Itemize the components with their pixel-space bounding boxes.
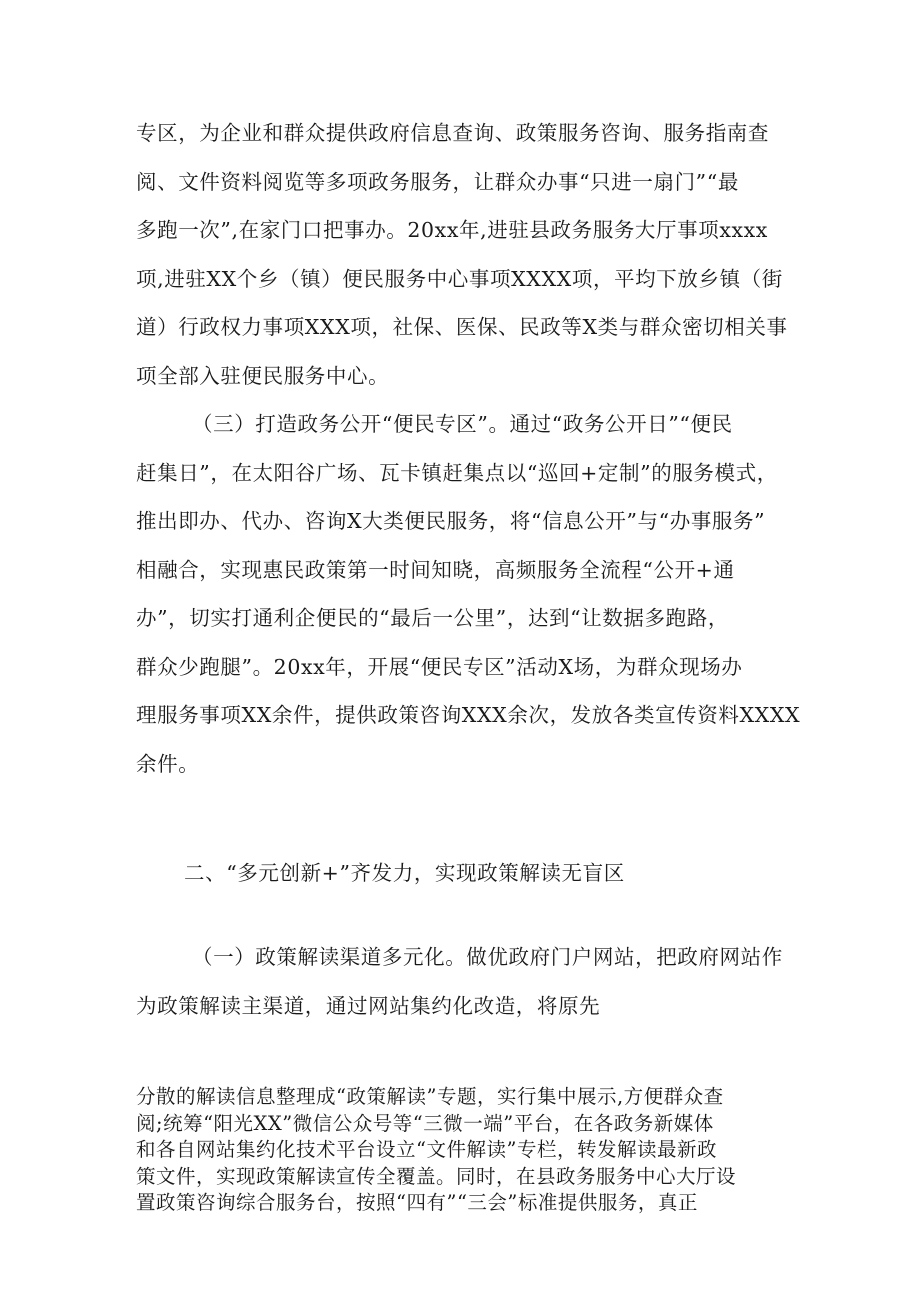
paragraph-tail: [136, 1084, 796, 1217]
text-line: 道）行政权力事项XXX项，社保、医保、民政等X类与群众密切相关事: [136, 315, 788, 339]
paragraph-section-one: [136, 940, 796, 1037]
text-line: 多跑一次”,在家门口把事办。20xx年,进驻县政务服务大厅事项xxxx: [136, 218, 768, 242]
text-line: 项,进驻XX个乡（镇）便民服务中心事项XXXX项，平均下放乡镇（街: [136, 266, 783, 291]
section-heading-two: [136, 856, 796, 896]
text-line: 置政策咨询综合服务台，按照“四有”“三会”标准提供服务，真正: [136, 1191, 698, 1214]
text-line: 项全部入驻便民服务中心。: [136, 363, 390, 388]
text-line: 群众少跑腿”。20xx年，开展“便民专区”活动X场，为群众现场办: [136, 654, 743, 679]
text-line: 理服务事项XX余件，提供政策咨询XXX余次，发放各类宣传资料XXXX: [136, 703, 801, 727]
heading-text: 二、“多元创新+”齐发力，实现政策解读无盲区: [184, 861, 625, 885]
text-line: 赶集日”，在太阳谷广场、瓦卡镇赶集点以“巡回+定制”的服务模式，: [136, 460, 778, 485]
text-line: 阅;统筹“阳光XX”微信公众号等“三微一端”平台，在各政务新媒体: [136, 1111, 714, 1135]
text-line: 为政策解读主渠道，通过网站集约化改造，将原先: [136, 993, 601, 1018]
paragraph-section-three: [136, 407, 801, 795]
text-line: （三）打造政务公开“便民专区”。通过“政务公开日”“便民: [192, 412, 733, 436]
text-line: 办”，切实打通利企便民的“最后一公里”，达到“让数据多跑路，: [136, 606, 729, 630]
text-line: 相融合，实现惠民政策第一时间知晓，高频服务全流程“公开+通: [136, 557, 735, 582]
text-line: 推出即办、代办、咨询X大类便民服务，将“信息公开”与“办事服务”: [136, 509, 766, 533]
text-line: 和各自网站集约化技术平台设立“文件解读”专栏，转发解读最新政: [136, 1138, 717, 1161]
text-line: 策文件，实现政策解读宣传全覆盖。同时，在县政务服务中心大厅设: [136, 1164, 737, 1188]
text-line: 专区，为企业和群众提供政府信息查询、政策服务咨询、服务指南查: [136, 121, 769, 145]
text-line: 分散的解读信息整理成“政策解读”专题，实行集中展示,方便群众查: [136, 1085, 724, 1108]
text-line: （一）政策解读渠道多元化。做优政府门户网站，把政府网站作: [192, 945, 783, 969]
text-line: 余件。: [136, 751, 200, 776]
paragraph-continuation: [136, 116, 796, 407]
text-line: 阅、文件资料阅览等多项政务服务，让群众办事“只进一扇门”“最: [136, 169, 739, 194]
